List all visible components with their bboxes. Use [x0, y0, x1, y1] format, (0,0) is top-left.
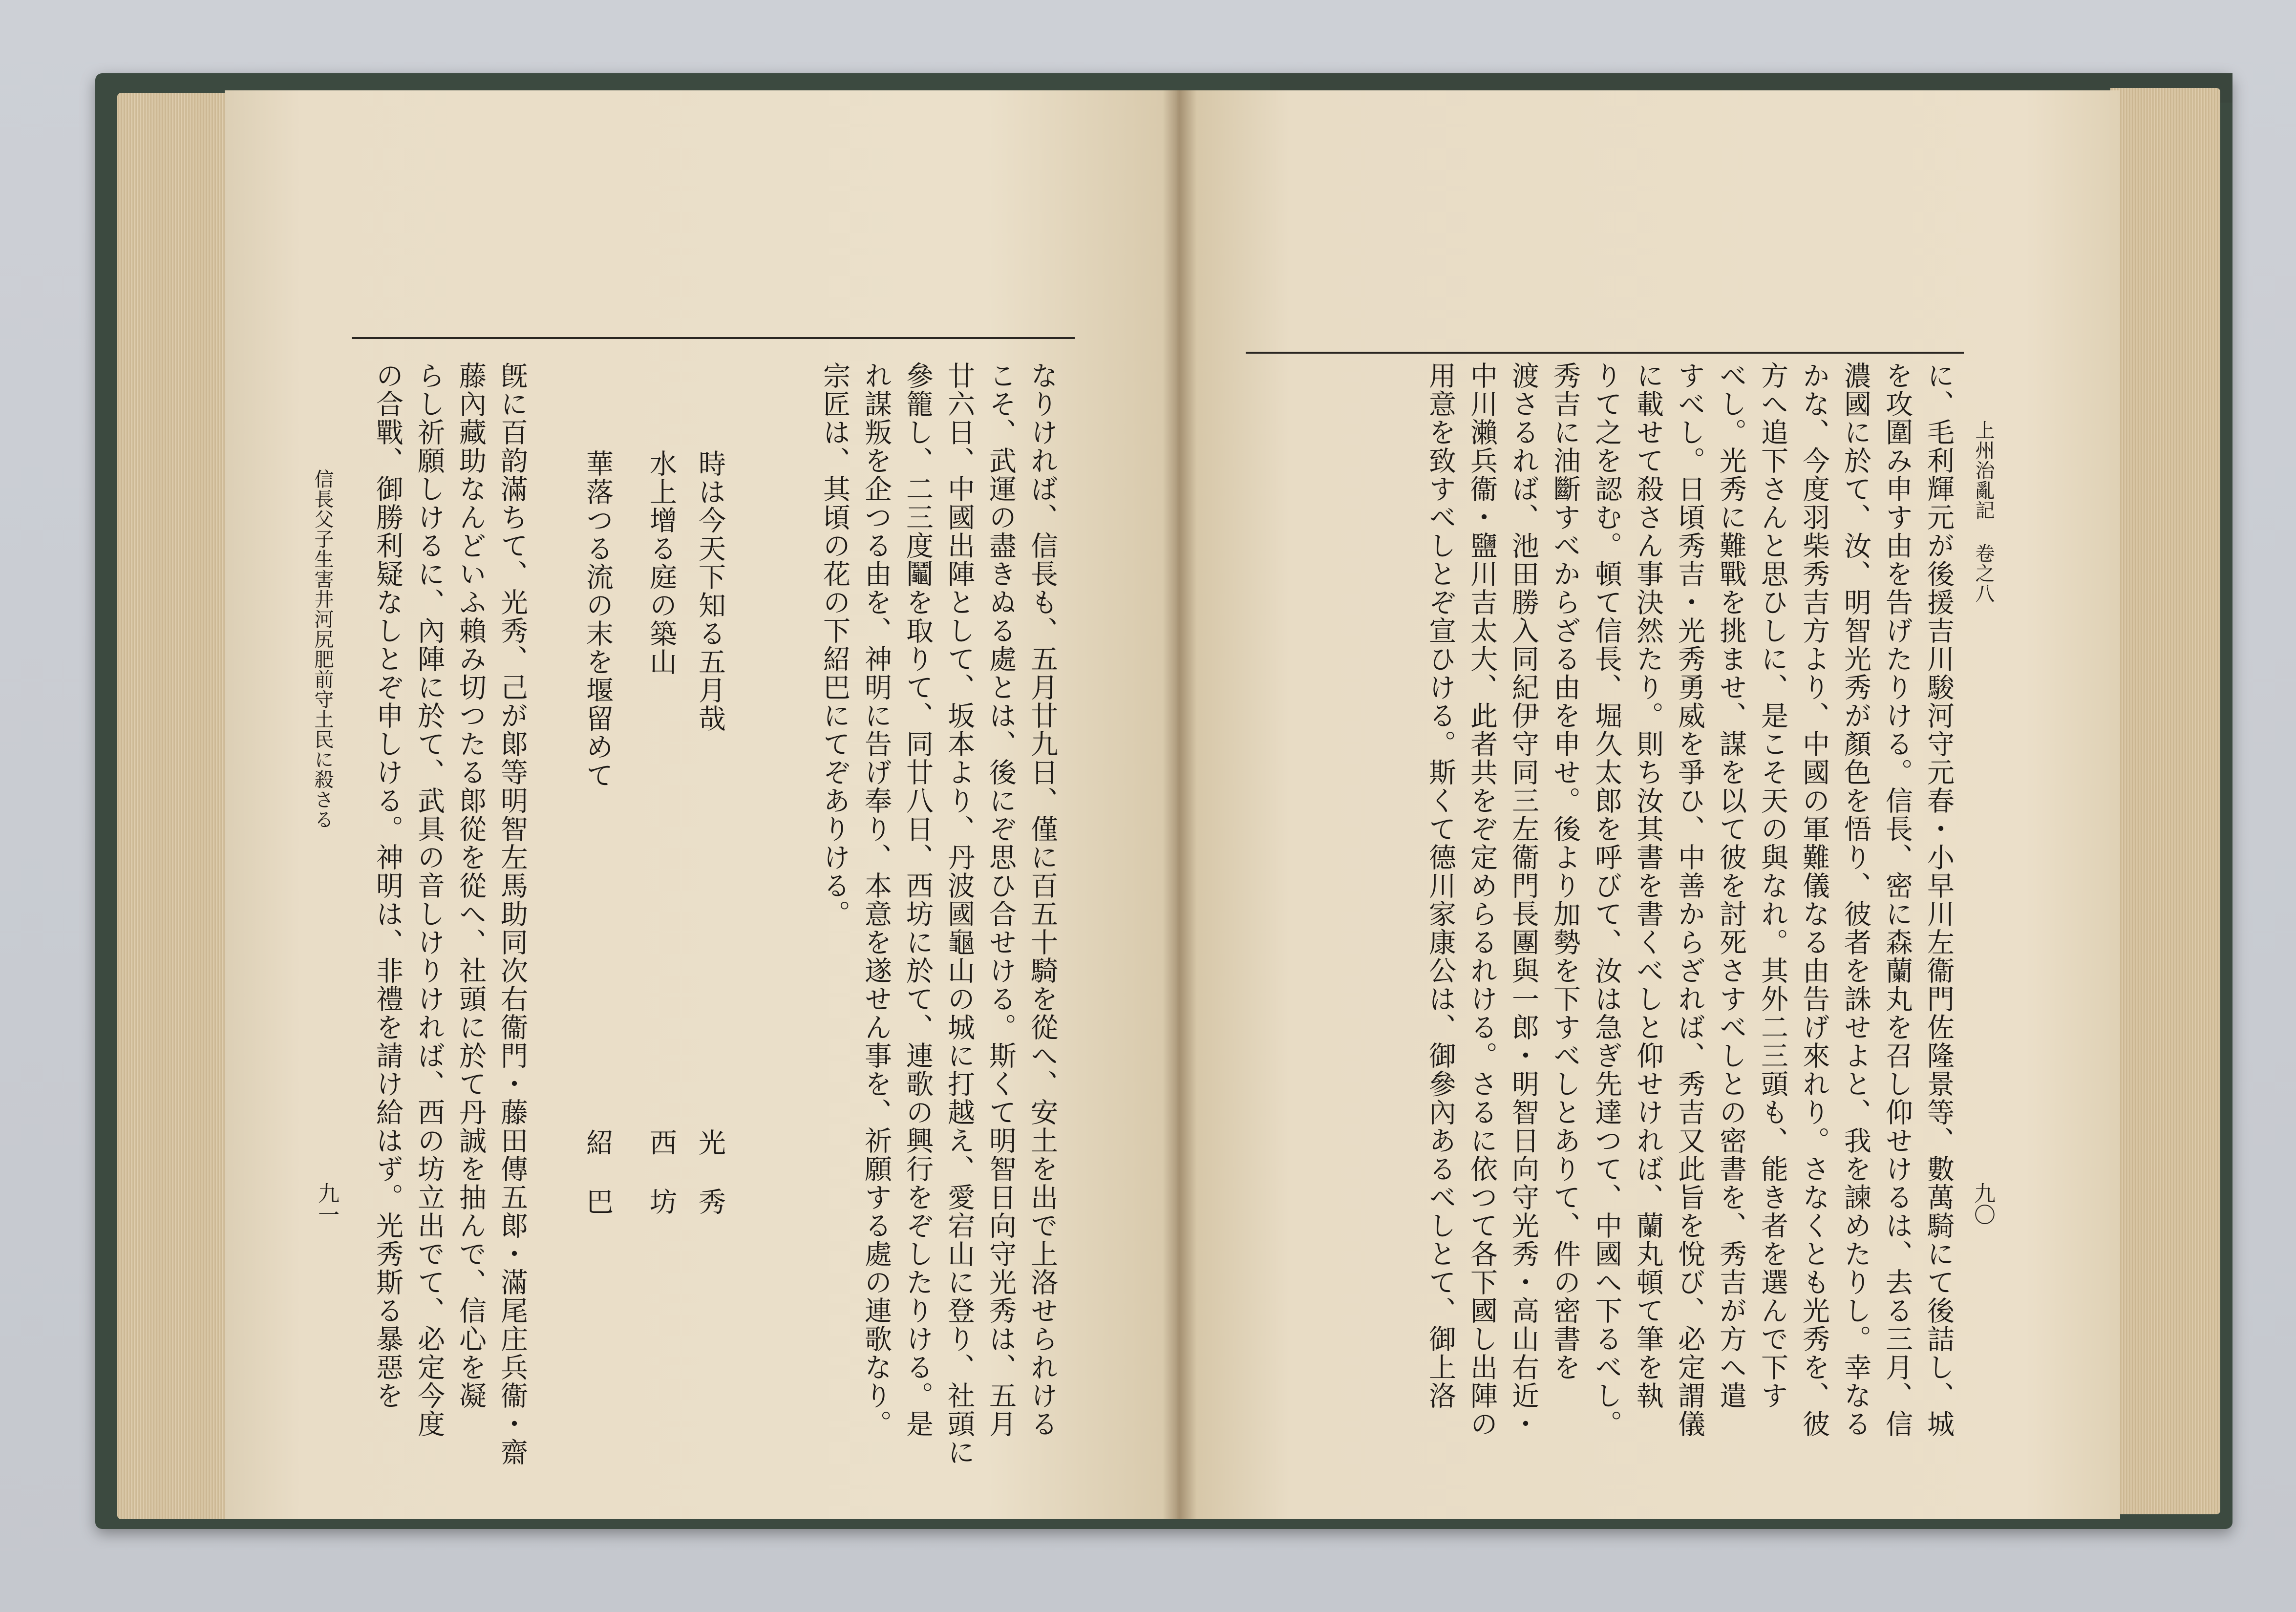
right-col-11: 渡さるれば、池田勝入同紀伊守同三左衞門長團與一郎・明智日向守光秀・高山右近・ [1508, 361, 1539, 1438]
page-number-right: 九〇 [1970, 1182, 1995, 1225]
verse-poet-1: 光 秀 [694, 1128, 726, 1215]
running-head: 上州治亂記 卷之八 [1972, 420, 1995, 603]
left-col-10: の合戰、御勝利疑なしとぞ申しける。神明は、非禮を請け給はず。光秀斯る暴惡を [372, 361, 404, 1410]
right-col-8: に載せて殺さん事決然たり。則ち汝其書を書くべしと仰せければ、蘭丸頓て筆を執 [1632, 361, 1664, 1410]
right-col-3: 濃國に於て、汝、明智光秀が顏色を悟り、彼者を誅せよと、我を諫めたりし。幸なる [1840, 361, 1871, 1438]
left-col-3: 廿六日、中國出陣として、坂本より、丹波國龜山の城に打越え、愛宕山に登り、社頭に [943, 361, 975, 1466]
right-col-4: かな、今度羽柴秀吉方より、中國の軍難儀なる由告げ來れり。さなくとも光秀を、彼 [1798, 361, 1830, 1438]
page-number-left: 九一 [314, 1182, 339, 1225]
left-col-8: 藤內藏助なんどいふ賴み切つたる郞從を從へ、社頭に於て丹誠を抽んで、信心を凝 [455, 361, 487, 1410]
left-col-5: れ謀叛を企つる由を、神明に告げ奉り、本意を遂せん事を、祈願する處の連歌なり。 [860, 361, 892, 1438]
running-foot: 信長父子生害井河尻肥前守土民に殺さる [311, 469, 334, 829]
left-col-9: らし祈願しけるに、內陣に於て、武具の音しけりければ、西の坊立出でて、必定今度 [413, 361, 445, 1438]
left-col-2: こそ、武運の盡きぬる處とは、後にぞ思ひ合せける。斯くて明智日向守光秀は、五月 [985, 361, 1017, 1438]
right-page-edges [2110, 88, 2220, 1514]
left-page-edges [117, 93, 234, 1519]
right-col-1: に、毛利輝元が後援吉川駿河守元春・小早川左衞門佐隆景等、數萬騎にて後詰し、城 [1923, 361, 1955, 1438]
book-gutter [1163, 90, 1197, 1519]
right-header-rule [1246, 352, 1964, 354]
verse-line-2: 水上增る庭の築山 [645, 449, 677, 676]
right-col-9: りて之を認む。頓て信長、堀久太郎を呼びて、汝は急ぎ先達つて、中國へ下るべし。 [1591, 361, 1622, 1438]
right-col-7: すべし。日頃秀吉・光秀勇威を爭ひ、中善からざれば、秀吉又此旨を悅び、必定謂儀 [1674, 361, 1705, 1438]
verse-line-3: 華落つる流の末を堰留めて [582, 449, 614, 789]
verse-line-1: 時は今天下知る五月哉 [694, 449, 726, 733]
right-col-13: 用意を致すべしとぞ宣ひける。斯くて德川家康公は、御參內あるべしとて、御上洛 [1424, 361, 1456, 1410]
verse-poet-3: 紹 巴 [582, 1128, 614, 1215]
left-header-rule [352, 337, 1075, 339]
left-col-7: 旣に百韵滿ちて、光秀、己が郞等明智左馬助同次右衞門・藤田傳五郞・滿尾庄兵衞・齋 [496, 361, 528, 1466]
right-col-10: 秀吉に油斷すべからざる由を申せ。後より加勢を下すべしとありて、件の密書を [1549, 361, 1581, 1381]
right-col-5: 方へ追下さんと思ひしに、是こそ天の與なれ。其外二三頭も、能き者を選んで下す [1757, 361, 1788, 1410]
verse-poet-2: 西 坊 [645, 1128, 677, 1215]
left-col-6: 宗匠は、其頃の花の下紹巴にてぞありける。 [819, 361, 850, 928]
left-col-4: 參籠し、二三度鬮を取りて、同廿八日、西坊に於て、連歌の興行をぞしたりける。是 [902, 361, 934, 1438]
left-col-1: なりければ、信長も、五月廿九日、僅に百五十騎を從へ、安土を出で上洛せられける [1026, 361, 1058, 1438]
right-col-12: 中川瀨兵衞・鹽川吉太大、此者共をぞ定めらるれける。さるに依つて各下國し出陣の [1466, 361, 1498, 1438]
right-col-2: を攻圍み申す由を告げたりける。信長、密に森蘭丸を召し仰せけるは、去る三月、信 [1881, 361, 1913, 1438]
right-col-6: べし。光秀に難戰を挑ませ、謀を以て彼を討死さすべしとの密書を、秀吉が方へ遣 [1715, 361, 1747, 1410]
